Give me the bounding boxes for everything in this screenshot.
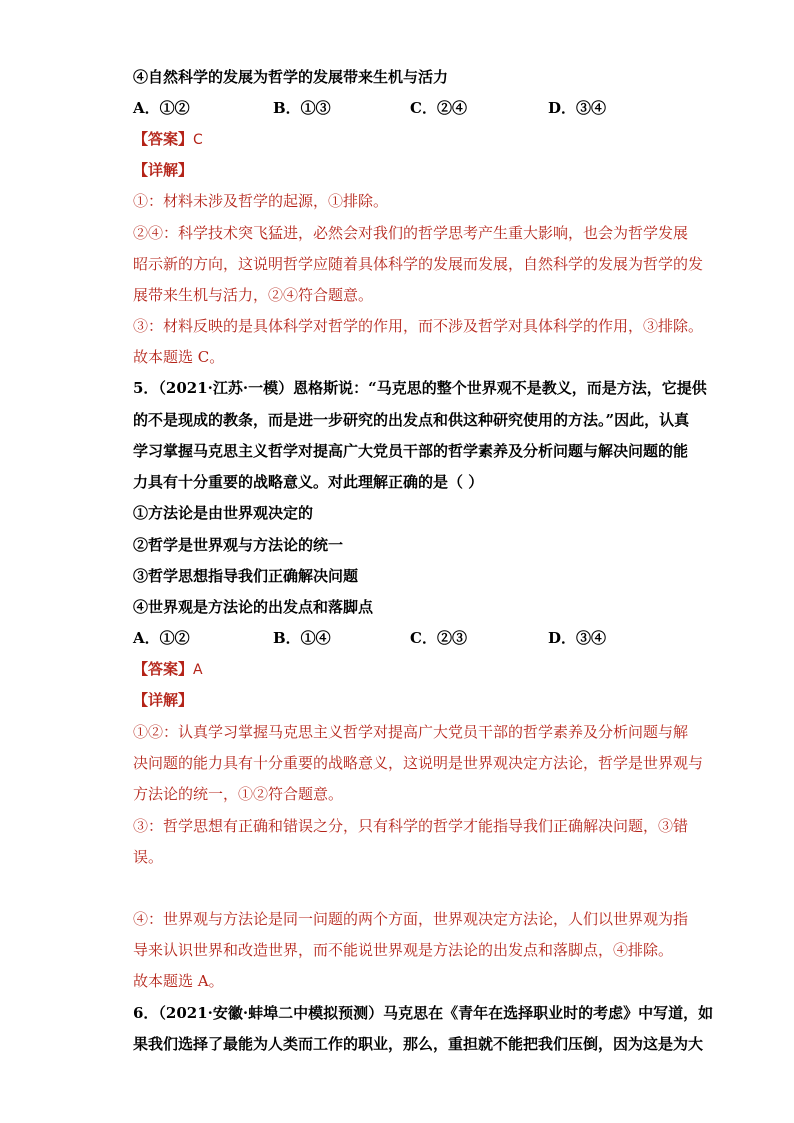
answer-value: A [193, 662, 203, 678]
q5-stem-line: 学习掌握马克思主义哲学对提高广大党员干部的哲学素养及分析问题与解决问题的能 [133, 442, 689, 460]
q5-explanation-line: ④：世界观与方法论是同一问题的两个方面，世界观决定方法论，人们以世界观为指 [133, 910, 689, 928]
q4-explanation-line: 展带来生机与活力，②④符合题意。 [133, 286, 374, 304]
q5-item-2: ②哲学是世界观与方法论的统一 [133, 536, 344, 554]
q5-option-d: D．③④ [548, 629, 607, 647]
q5-option-c: C．②③ [410, 629, 467, 647]
q6-stem-line: 果我们选择了最能为人类而工作的职业，那么，重担就不能把我们压倒，因为这是为大 [133, 1035, 704, 1053]
q5-explanation-line: ③：哲学思想有正确和错误之分，只有科学的哲学才能指导我们正确解决问题，③错 [133, 817, 689, 835]
q5-stem-line: 5．（2021·江苏·一模）恩格斯说：“马克思的整个世界观不是教义，而是方法，它提供 [133, 379, 707, 397]
q4-item-4: ④自然科学的发展为哲学的发展带来生机与活力 [133, 68, 449, 86]
q5-explanation-line: 导来认识世界和改造世界，而不能说世界观是方法论的出发点和落脚点，④排除。 [133, 941, 674, 959]
q5-explanation-line: 故本题选 A。 [133, 972, 224, 990]
detail-tag: 【详解】 [133, 161, 194, 179]
q5-explanation-line: 决问题的能力具有十分重要的战略意义，这说明是世界观决定方法论，哲学是世界观与 [133, 754, 704, 772]
answer-tag: 【答案】 [133, 660, 194, 678]
q4-option-d: D．③④ [548, 99, 607, 117]
q5-explanation-line: ①②：认真学习掌握马克思主义哲学对提高广大党员干部的哲学素养及分析问题与解 [133, 723, 689, 741]
answer-value: C [193, 132, 203, 148]
q5-stem-line: 的不是现成的教条，而是进一步研究的出发点和供这种研究使用的方法。”因此，认真 [133, 411, 690, 429]
q4-option-a: A．①② [133, 99, 190, 117]
q4-explanation-line: ①：材料未涉及哲学的起源，①排除。 [133, 192, 389, 210]
q4-explanation-line: ③：材料反映的是具体科学对哲学的作用，而不涉及哲学对具体科学的作用，③排除。 [133, 317, 704, 335]
q6-stem-line: 6．（2021·安徽·蚌埠二中模拟预测）马克思在《青年在选择职业时的考虑》中写道，如 [133, 1004, 714, 1022]
answer-tag: 【答案】 [133, 130, 194, 148]
q4-detail-tag [133, 160, 673, 180]
q5-item-1: ①方法论是由世界观决定的 [133, 504, 314, 522]
detail-tag: 【详解】 [133, 691, 194, 709]
q4-answer [133, 129, 673, 150]
q4-option-c: C．②④ [410, 99, 467, 117]
q5-option-b: B．①④ [273, 629, 331, 647]
q5-explanation-line: 误。 [133, 848, 164, 866]
q5-answer [133, 659, 673, 680]
q4-explanation-line: ②④：科学技术突飞猛进，必然会对我们的哲学思考产生重大影响，也会为哲学发展 [133, 224, 689, 242]
q5-item-4: ④世界观是方法论的出发点和落脚点 [133, 598, 374, 616]
q5-stem-line: 力具有十分重要的战略意义。对此理解正确的是（ ） [133, 473, 484, 491]
q5-detail-tag [133, 690, 673, 710]
q5-item-3: ③哲学思想指导我们正确解决问题 [133, 567, 359, 585]
q4-explanation-line: 故本题选 C。 [133, 348, 225, 366]
q5-option-a: A．①② [133, 629, 190, 647]
q4-option-b: B．①③ [273, 99, 331, 117]
q5-explanation-line: 方法论的统一，①②符合题意。 [133, 785, 344, 803]
q4-explanation-line: 昭示新的方向，这说明哲学应随着具体科学的发展而发展，自然科学的发展为哲学的发 [133, 255, 704, 273]
